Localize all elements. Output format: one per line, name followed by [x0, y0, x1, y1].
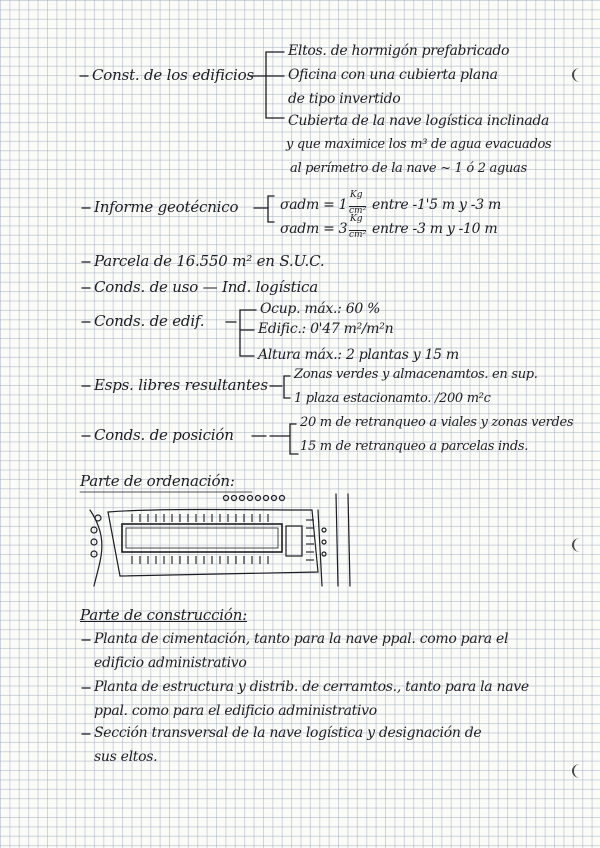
geotecnico-row-1-frac-num: Kg: [350, 190, 363, 200]
construccion-item: y que maximice los m³ de agua evacuados: [286, 137, 552, 152]
geotecnico-row-2-frac-num: Kg: [350, 214, 363, 224]
construccion-line: Sección transversal de la nave logística y designación de: [94, 725, 482, 741]
espacios-libres-item: Zonas verdes y almacenamtos. en sup.: [294, 367, 538, 382]
construccion-line: edificio administrativo: [94, 655, 247, 671]
section-label-conds-posicion: Conds. de posición: [94, 426, 234, 444]
conds-edif-item: Altura máx.: 2 plantas y 15 m: [258, 347, 459, 363]
section-label-espacios-libres: Esps. libres resultantes: [94, 376, 268, 394]
construccion-line: Planta de cimentación, tanto para la nave ppal. como para el: [94, 631, 509, 647]
geotecnico-row-1-frac-den: cm²: [349, 206, 367, 216]
conds-posicion-item: 15 m de retranqueo a parcelas inds.: [300, 439, 529, 454]
site-sketch: [80, 490, 370, 590]
geotecnico-row-1-post: entre -1'5 m y -3 m: [372, 197, 501, 213]
construccion-line: sus eltos.: [94, 749, 158, 765]
conds-posicion-item: 20 m de retranqueo a viales y zonas verdes: [300, 415, 574, 430]
construccion-line: ppal. como para el edificio administrativo: [94, 703, 377, 719]
construccion-item: Eltos. de hormigón prefabricado: [288, 43, 510, 59]
ordenacion-title: Parte de ordenación:: [80, 472, 235, 490]
conds-edif-item: Edific.: 0'47 m²/m²n: [258, 321, 394, 337]
construccion-title: Parte de construcción:: [80, 606, 248, 624]
construccion-item: Oficina con una cubierta plana: [288, 67, 498, 83]
geotecnico-row-2-post: entre -3 m y -10 m: [372, 221, 498, 237]
conds-edif-item: Ocup. máx.: 60 %: [260, 301, 381, 317]
construccion-item: de tipo invertido: [288, 91, 401, 107]
conds-uso-line: Conds. de uso — Ind. logística: [94, 278, 318, 296]
section-label-construccion-edificios: Const. de los edificios: [92, 66, 254, 84]
section-label-conds-edif: Conds. de edif.: [94, 312, 205, 330]
geotecnico-row-2-frac-den: cm²: [349, 230, 367, 240]
espacios-libres-item: 1 plaza estacionamto. /200 m²c: [294, 391, 491, 406]
section-label-informe-geotecnico: Informe geotécnico: [94, 198, 239, 216]
geotecnico-row-2-pre: σadm = 3: [280, 221, 348, 237]
construccion-line: Planta de estructura y distrib. de cerramtos., tanto para la nave: [94, 679, 529, 695]
geotecnico-row-1-pre: σadm = 1: [280, 197, 348, 213]
construccion-item: Cubierta de la nave logística inclinada: [288, 113, 550, 129]
parcela-line: Parcela de 16.550 m² en S.U.C.: [94, 252, 325, 270]
construccion-item: al perímetro de la nave ~ 1 ó 2 aguas: [290, 161, 527, 176]
